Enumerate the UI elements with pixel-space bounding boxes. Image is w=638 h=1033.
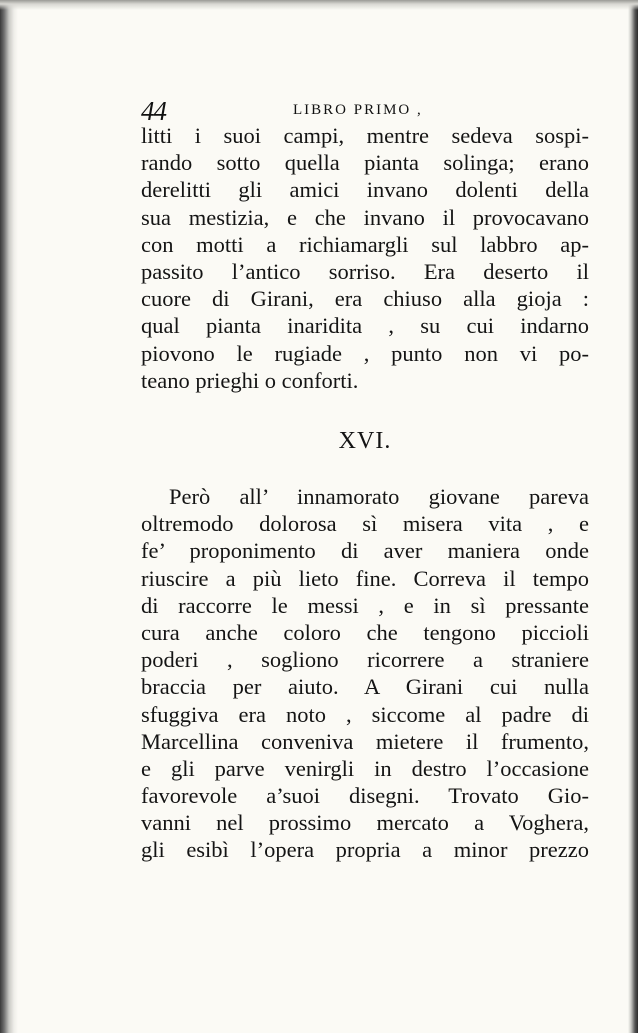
scan-edge-right [628, 0, 638, 1033]
text-line: piovono le rugiade , punto non vi po- [141, 340, 589, 366]
text-line: qual pianta inaridita , su cui indarno [141, 313, 589, 339]
running-head: LIBRO PRIMO , [293, 102, 423, 118]
text-line: con motti a richiamargli sul labbro ap- [141, 231, 589, 257]
text-line: sfuggiva era noto , siccome al padre di [141, 701, 589, 727]
text-line: Però all’ innamorato giovane pareva [169, 484, 589, 509]
scan-edge-top [0, 0, 638, 10]
text-line: riuscire a più lieto fine. Correva il tempo [141, 565, 589, 591]
text-line: fe’ proponimento di aver maniera onde [141, 538, 589, 564]
text-line: di raccorre le messi , e in sì pressante [141, 592, 589, 618]
paragraph-chapter-xvi [141, 483, 589, 864]
text-line: gli esibì l’opera propria a minor prezzo [141, 837, 589, 863]
page-number: 44 [141, 96, 166, 126]
text-line: braccia per aiuto. A Girani cui nulla [141, 674, 589, 700]
paragraph-continued [141, 122, 589, 394]
text-line: passito l’antico sorriso. Era deserto il [141, 258, 589, 284]
text-line: favorevole a’suoi disegni. Trovato Gio- [141, 783, 589, 809]
text-line: cura anche coloro che tengono piccioli [141, 619, 589, 645]
text-line: litti i suoi campi, mentre sedeva sospi- [141, 123, 589, 148]
text-line: sua mestizia, e che invano il provocavano [141, 204, 589, 230]
chapter-heading: XVI. [338, 428, 392, 454]
scan-edge-left [0, 0, 18, 1033]
text-line: Marcellina conveniva mietere il frumento, [141, 728, 589, 754]
text-line: oltremodo dolorosa sì misera vita , e [141, 511, 589, 537]
text-line: vanni nel prossimo mercato a Voghera, [141, 810, 589, 836]
text-line: poderi , sogliono ricorrere a straniere [141, 647, 589, 673]
text-line: teano prieghi o conforti. [141, 367, 359, 393]
text-line: cuore di Girani, era chiuso alla gioja : [141, 286, 589, 312]
text-line: e gli parve venirgli in destro l’occasione [141, 755, 589, 781]
text-line: derelitti gli amici invano dolenti della [141, 177, 589, 203]
text-line: rando sotto quella pianta solinga; erano [141, 150, 589, 176]
